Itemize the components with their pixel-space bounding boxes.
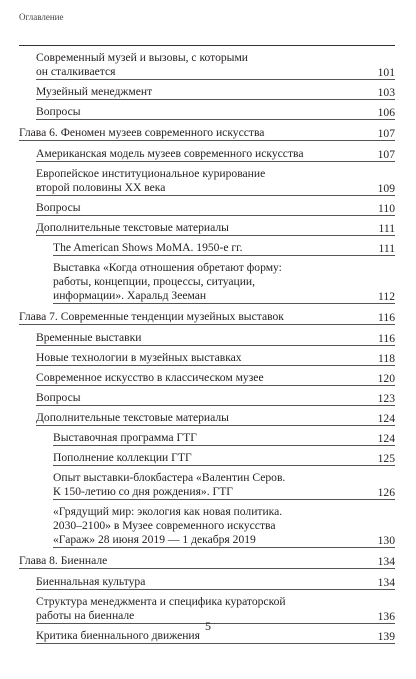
toc-entry-page: 103 — [377, 86, 395, 99]
toc-entry-title: Дополнительные текстовые материалы — [36, 221, 395, 236]
toc-entry-page: 101 — [377, 66, 395, 79]
toc-entry — [19, 85, 395, 100]
toc-entry — [19, 51, 395, 80]
toc-entry-title: Биеннальная культура — [36, 575, 395, 590]
toc-entry-page: 139 — [377, 630, 395, 643]
toc-entry-title: Критика биеннального движения — [36, 629, 395, 644]
toc-entry — [19, 351, 395, 366]
toc-entry-title: Глава 7. Современные тенденции музейных выставок — [19, 310, 395, 325]
table-of-contents — [19, 51, 395, 649]
toc-entry-title: Современный музей и вызовы, с которыми он сталкивается — [36, 51, 395, 80]
toc-entry — [19, 221, 395, 236]
toc-entry — [19, 331, 395, 346]
toc-entry-page: 124 — [377, 432, 395, 445]
toc-entry-title: Дополнительные текстовые материалы — [36, 411, 395, 426]
toc-entry-page: 116 — [378, 311, 395, 324]
toc-entry-page: 107 — [377, 148, 395, 161]
toc-entry-title: Вопросы — [36, 105, 395, 120]
toc-entry — [19, 147, 395, 162]
toc-entry-title: Выставочная программа ГТГ — [53, 431, 395, 446]
toc-entry-page: 111 — [378, 222, 395, 235]
toc-entry-page: 110 — [378, 202, 395, 215]
toc-entry — [19, 201, 395, 216]
toc-entry-title: Пополнение коллекции ГТГ — [53, 451, 395, 466]
toc-entry-page: 123 — [377, 392, 395, 405]
toc-entry — [19, 261, 395, 304]
toc-entry-page: 112 — [378, 290, 395, 303]
toc-entry-page: 124 — [377, 412, 395, 425]
toc-entry — [19, 431, 395, 446]
toc-entry — [19, 391, 395, 406]
toc-entry-title: Вопросы — [36, 201, 395, 216]
toc-entry-title: Структура менеджмента и специфика кураторской работы на биеннале — [36, 595, 395, 624]
toc-entry-page: 106 — [377, 106, 395, 119]
toc-entry-title: Американская модель музеев современного искусства — [36, 147, 395, 162]
toc-entry-title: «Грядущий мир: экология как новая политика. 2030–2100» в Музее современного искусства «Гараж» 28 июня 2019 — 1 декабря 2019 — [53, 505, 395, 548]
page-number: 5 — [205, 619, 211, 633]
toc-entry — [19, 451, 395, 466]
toc-entry — [19, 471, 395, 500]
toc-chapter-entry — [19, 554, 395, 569]
header-rule — [19, 45, 395, 46]
toc-entry-title: Временные выставки — [36, 331, 395, 346]
toc-entry-title: Вопросы — [36, 391, 395, 406]
toc-entry-title: Музейный менеджмент — [36, 85, 395, 100]
toc-entry-title: Современное искусство в классическом музее — [36, 371, 395, 386]
toc-chapter-entry — [19, 310, 395, 325]
toc-entry-title: Глава 6. Феномен музеев современного искусства — [19, 126, 395, 141]
toc-entry-title: Выставка «Когда отношения обретают форму: работы, концепции, процессы, ситуации, информации». Харальд Зееман — [53, 261, 395, 304]
toc-entry-page: 125 — [377, 452, 395, 465]
toc-entry-page: 130 — [377, 534, 395, 547]
toc-entry — [19, 167, 395, 196]
toc-entry-title: Глава 8. Биеннале — [19, 554, 395, 569]
toc-entry-page: 109 — [377, 182, 395, 195]
toc-entry-page: 134 — [377, 576, 395, 589]
toc-chapter-entry — [19, 126, 395, 141]
toc-entry — [19, 505, 395, 548]
toc-entry — [19, 371, 395, 386]
toc-entry — [19, 411, 395, 426]
toc-entry — [19, 241, 395, 256]
toc-entry-page: 116 — [378, 332, 395, 345]
toc-entry-page: 126 — [377, 486, 395, 499]
toc-entry — [19, 105, 395, 120]
toc-entry-page: 118 — [378, 352, 395, 365]
toc-entry-page: 111 — [378, 242, 395, 255]
toc-entry-title: Европейское институциональное курирование второй половины XX века — [36, 167, 395, 196]
toc-entry-title: The American Shows MoMA. 1950-е гг. — [53, 241, 395, 256]
toc-entry-page: 136 — [377, 610, 395, 623]
toc-entry-page: 120 — [377, 372, 395, 385]
running-header: Оглавление — [19, 12, 64, 22]
toc-entry-title: Новые технологии в музейных выставках — [36, 351, 395, 366]
toc-entry-title: Опыт выставки-блокбастера «Валентин Серов. К 150-летию со дня рождения». ГТГ — [53, 471, 395, 500]
toc-entry-page: 134 — [377, 555, 395, 568]
toc-entry-page: 107 — [377, 127, 395, 140]
toc-entry — [19, 575, 395, 590]
